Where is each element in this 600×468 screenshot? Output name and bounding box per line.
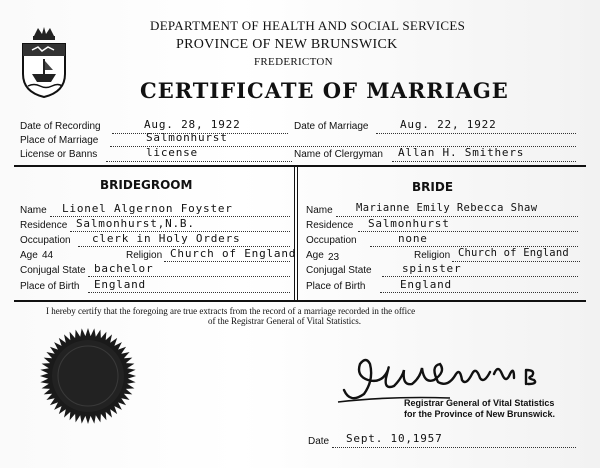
official-seal-icon bbox=[38, 326, 138, 426]
groom-conjugal: bachelor bbox=[94, 262, 154, 275]
groom-religion: Church of England bbox=[170, 247, 297, 260]
registrar-title: Registrar General of Vital Statistics bbox=[404, 398, 555, 408]
bride-occupation-label: Occupation bbox=[306, 235, 357, 246]
place-value: Salmonhurst bbox=[146, 131, 228, 144]
bridegroom-heading: BRIDEGROOM bbox=[100, 178, 193, 192]
marriage-date-value: Aug. 22, 1922 bbox=[400, 118, 497, 131]
bride-name: Marianne Emily Rebecca Shaw bbox=[356, 202, 538, 214]
groom-birth-label: Place of Birth bbox=[20, 281, 80, 292]
bride-residence: Salmonhurst bbox=[368, 217, 450, 230]
table-top-border bbox=[14, 165, 586, 167]
bride-age-label: Age bbox=[306, 250, 324, 261]
certify-line-1: I hereby certify that the foregoing are true extracts from the record of a marriage recorded in the office bbox=[46, 306, 416, 316]
groom-age-label: Age bbox=[20, 250, 38, 261]
groom-residence-label: Residence bbox=[20, 220, 68, 231]
bride-religion-label: Religion bbox=[414, 250, 451, 261]
bride-religion: Church of England bbox=[458, 247, 569, 259]
marriage-date-label: Date of Marriage bbox=[294, 121, 369, 132]
place-label: Place of Marriage bbox=[20, 135, 99, 146]
province-heading: PROVINCE OF NEW BRUNSWICK bbox=[176, 37, 398, 52]
provincial-crest-icon bbox=[20, 26, 68, 98]
bride-occupation: none bbox=[398, 232, 428, 245]
registrar-province: for the Province of New Brunswick. bbox=[404, 409, 556, 419]
bride-birth: England bbox=[400, 278, 452, 291]
recording-date-value: Aug. 28, 1922 bbox=[144, 118, 241, 131]
table-bottom-border bbox=[14, 300, 586, 302]
groom-occupation-label: Occupation bbox=[20, 235, 71, 246]
groom-religion-label: Religion bbox=[126, 250, 163, 261]
groom-name: Lionel Algernon Foyster bbox=[62, 202, 233, 215]
column-divider bbox=[294, 167, 295, 300]
department-heading: DEPARTMENT OF HEALTH AND SOCIAL SERVICES bbox=[150, 18, 466, 33]
license-value: license bbox=[146, 146, 198, 159]
bride-heading: BRIDE bbox=[412, 180, 454, 194]
issue-date-label: Date bbox=[308, 436, 330, 447]
bride-name-label: Name bbox=[306, 205, 333, 216]
bride-conjugal: spinster bbox=[402, 262, 462, 275]
issue-date-value: Sept. 10,1957 bbox=[346, 432, 443, 445]
bride-age: 23 bbox=[328, 252, 340, 263]
groom-occupation: clerk in Holy Orders bbox=[92, 232, 241, 245]
clergyman-label: Name of Clergyman bbox=[294, 149, 383, 160]
recording-date-label: Date of Recording bbox=[20, 121, 101, 132]
groom-name-label: Name bbox=[20, 205, 47, 216]
clergyman-value: Allan H. Smithers bbox=[398, 146, 525, 159]
groom-residence: Salmonhurst,N.B. bbox=[76, 217, 195, 230]
certify-line-2: of the Registrar General of Vital Statistics. bbox=[208, 316, 362, 326]
license-label: License or Banns bbox=[20, 149, 98, 160]
city-heading: FREDERICTON bbox=[254, 56, 333, 68]
certificate-title: CERTIFICATE OF MARRIAGE bbox=[140, 78, 509, 103]
groom-conjugal-label: Conjugal State bbox=[20, 265, 86, 276]
groom-birth: England bbox=[94, 278, 146, 291]
bride-conjugal-label: Conjugal State bbox=[306, 265, 372, 276]
bride-birth-label: Place of Birth bbox=[306, 281, 366, 292]
bride-residence-label: Residence bbox=[306, 220, 354, 231]
groom-age: 44 bbox=[42, 250, 54, 261]
